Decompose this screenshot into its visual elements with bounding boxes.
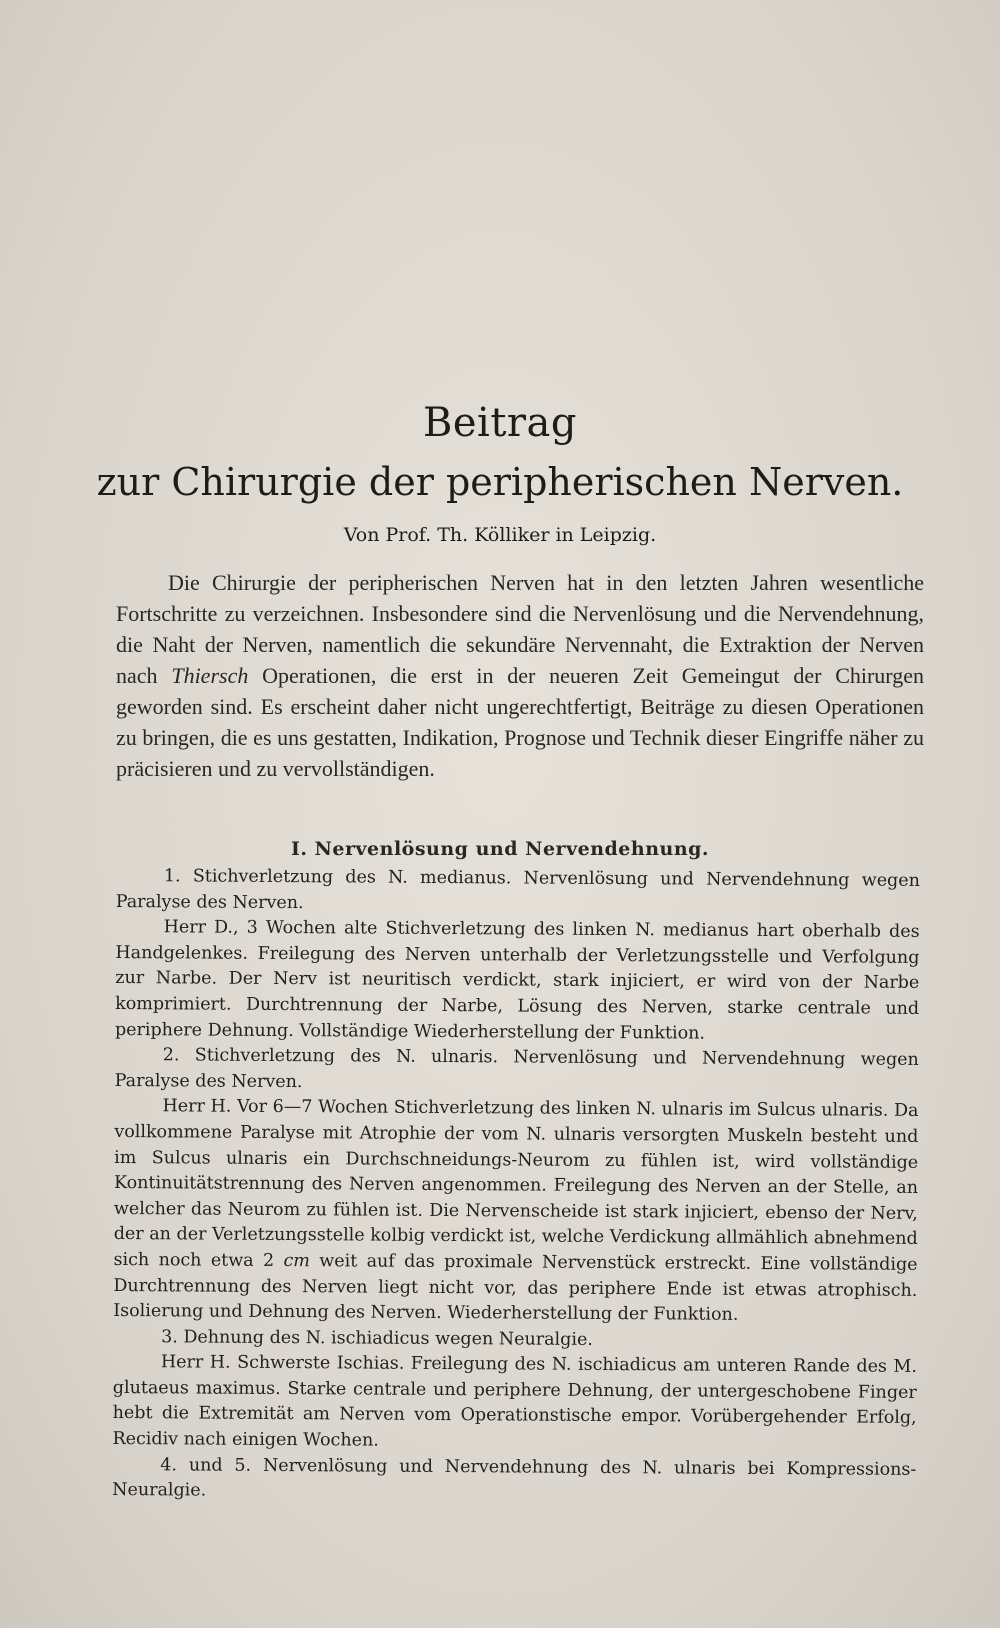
case3-title: 3. Dehnung des N. ischiadicus wegen Neuralgie. (161, 1326, 593, 1350)
case2-text-b: weit auf das proximale Nervenstück erstreckt. Eine vollständige Durchtrennung des Nerven liegt nicht vor, das periphere Ende ist etwas atrophisch. Isolierung und Dehnung des Nerven. Wiederherstellung der Funktion. (113, 1251, 918, 1325)
case45-title: 4. und 5. Nervenlösung und Nervendehnung des N. ulnaris bei Kompressions-Neuralgie. (112, 1454, 917, 1501)
author-byline: Von Prof. Th. Kölliker in Leipzig. (343, 524, 657, 546)
case-reports (112, 864, 920, 1509)
case2-text (113, 1094, 918, 1329)
case2-title: 2. Stichverletzung des N. ulnaris. Nervenlösung und Nervendehnung wegen Paralyse des Nerven. (114, 1045, 919, 1092)
case2-unit: cm (283, 1250, 310, 1272)
article-subtitle: zur Chirurgie der peripherischen Nerven. (96, 460, 904, 504)
case2-text-a: Herr H. Vor 6—7 Wochen Stichverletzung des linken N. ulnaris im Sulcus ulnaris. Da vollkommene Paralyse mit Atrophie der vom N. ulnaris versorgten Muskeln besteht und im Sulcus ulnaris ein Durchschneidungs-Neurom zu fühlen ist, wird vollständige Kontinuitätstrennung des Nerven angenommen. Freilegung des Nerven an der Stelle, an welcher das Neurom zu fühlen ist. Die Nervenscheide ist stark injiciert, ebenso der Nerv, der an der Verletzungsstelle kolbig verdickt ist, welche Verdickung allmählich abnehmend sich noch etwa 2 (113, 1096, 919, 1271)
intro-text-part2: Operationen, die erst in der neueren Zeit Gemeingut der Chirurgen geworden sind. Es erscheint daher nicht ungerechtfertigt, Beiträge zu diesen Operationen zu bringen, die es uns gestatten, Indikation, Prognose und Technik dieser Eingriffe näher zu präcisieren und zu vervollständigen. (116, 663, 925, 781)
intro-text-part1: Die Chirurgie der peripherischen Nerven hat in den letzten Jahren wesentliche Fortschritte zu verzeichnen. Insbesondere sind die Nervenlösung und die Nervendehnung, die Naht der Nerven, namentlich die sekundäre Nervennaht, die Extraktion der Nerven nach (116, 570, 924, 688)
case3-text: Herr H. Schwerste Ischias. Freilegung des N. ischiadicus am unteren Rande des M. glutaeus maximus. Starke centrale und periphere Dehnung, der untergeschobene Finger hebt die Extremität am Nerven vom Operationstische empor. Vorübergehender Erfolg, Recidiv nach einigen Wochen. (112, 1352, 918, 1451)
intro-italic-name: Thiersch (171, 663, 249, 688)
case1-text: Herr D., 3 Wochen alte Stichverletzung des linken N. medianus hart oberhalb des Handgelenkes. Freilegung des Nerven unterhalb der Verletzungsstelle und Verfolgung zur Narbe. Der Nerv ist neuritisch verdickt, stark injiciert, er wird von der Narbe komprimiert. Durchtrennung der Narbe, Lösung des Nerven, starke centrale und periphere Dehnung. Vollständige Wiederherstellung der Funktion. (114, 917, 920, 1044)
intro-paragraph (116, 567, 924, 784)
section-heading: I. Nervenlösung und Nervendehnung. (290, 838, 710, 860)
case1-title: 1. Stichverletzung des N. medianus. Nervenlösung und Nervendehnung wegen Paralyse des Nerven. (115, 866, 920, 913)
article-title: Beitrag (422, 400, 577, 446)
